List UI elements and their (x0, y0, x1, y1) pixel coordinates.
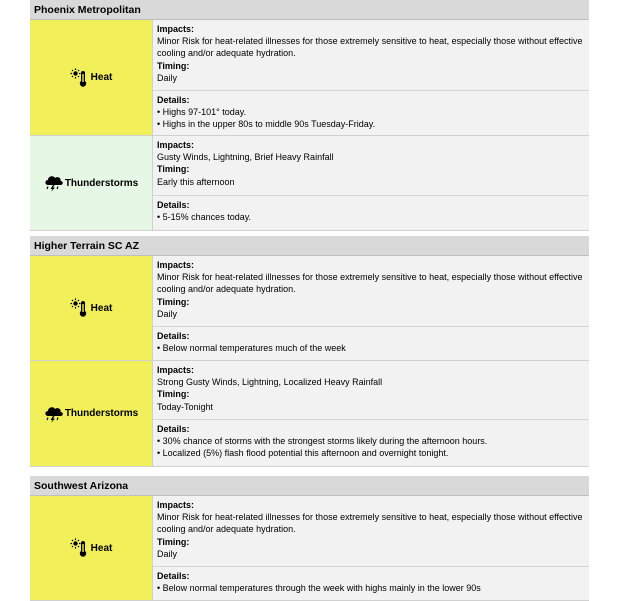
heat-thermometer-icon (70, 298, 90, 318)
hazard-label: Heat (90, 542, 113, 554)
section-title: Higher Terrain SC AZ (30, 236, 589, 256)
impacts-label: Impacts: (157, 365, 195, 375)
impacts-timing-block (153, 20, 589, 90)
impacts-label: Impacts: (157, 140, 195, 150)
hazard-row-heat (30, 496, 589, 601)
hazard-cell (30, 136, 153, 230)
timing-text: Today-Tonight (157, 401, 214, 412)
details-item: • 30% chance of storms with the strongest storms likely during the afternoon hours. (157, 436, 488, 447)
impacts-label: Impacts: (157, 500, 195, 510)
timing-text: Early this afternoon (157, 176, 235, 187)
details-item: • Highs 97-101° today. (157, 107, 247, 118)
section-title: Phoenix Metropolitan (30, 0, 589, 20)
hazard-label: Heat (90, 302, 113, 314)
hazard-label: Thunderstorms (64, 408, 139, 419)
timing-label: Timing: (157, 164, 190, 175)
heat-thermometer-icon (70, 68, 90, 88)
hazard-cell (30, 20, 153, 135)
section-title: Southwest Arizona (30, 476, 589, 496)
hazard-info (153, 496, 589, 600)
impacts-label: Impacts: (157, 260, 195, 270)
impacts-timing-block (153, 496, 589, 566)
details-label: Details: (157, 331, 190, 341)
details-item: • Below normal temperatures much of the week (157, 343, 346, 354)
impacts-text: Minor Risk for heat-related illnesses for those extremely sensitive to heat, especially those without effective cooling and/or adequate hydration. (157, 36, 583, 59)
details-block (153, 566, 589, 600)
impacts-text: Strong Gusty Winds, Lightning, Localized Heavy Rainfall (157, 377, 383, 388)
details-block (153, 195, 589, 230)
section-phoenix-metropolitan (30, 0, 589, 231)
hazard-info (153, 361, 589, 466)
hazard-info (153, 136, 589, 230)
timing-text: Daily (157, 72, 178, 83)
impacts-timing-block (153, 256, 589, 326)
impacts-text: Minor Risk for heat-related illnesses for those extremely sensitive to heat, especially those without effective cooling and/or adequate hydration. (157, 512, 583, 535)
impacts-label: Impacts: (157, 24, 195, 34)
timing-text: Daily (157, 548, 178, 559)
details-item: • 5-15% chances today. (157, 212, 252, 223)
hazard-info (153, 20, 589, 135)
details-block (153, 326, 589, 360)
details-label: Details: (157, 200, 190, 210)
thunderstorm-cloud-icon (44, 174, 64, 192)
hazard-row-thunderstorms (30, 361, 589, 467)
heat-thermometer-icon (70, 538, 90, 558)
thunderstorm-cloud-icon (44, 405, 64, 423)
timing-label: Timing: (157, 536, 190, 547)
impacts-timing-block (153, 136, 589, 195)
timing-label: Timing: (157, 389, 190, 400)
impacts-timing-block (153, 361, 589, 419)
details-label: Details: (157, 95, 190, 105)
section-higher-terrain-sc-az (30, 236, 589, 467)
timing-label: Timing: (157, 296, 190, 307)
hazard-cell (30, 361, 153, 466)
details-label: Details: (157, 424, 190, 434)
details-label: Details: (157, 571, 190, 581)
details-item: • Localized (5%) flash flood potential this afternoon and overnight tonight. (157, 448, 449, 459)
details-item: • Below normal temperatures through the week with highs mainly in the lower 90s (157, 583, 481, 594)
hazard-label: Thunderstorms (64, 177, 139, 189)
hazard-row-heat (30, 256, 589, 361)
hazard-row-thunderstorms (30, 136, 589, 231)
timing-label: Timing: (157, 60, 190, 71)
timing-text: Daily (157, 308, 178, 319)
details-block (153, 419, 589, 466)
hazard-cell (30, 256, 153, 360)
hazard-row-heat (30, 20, 589, 136)
hazard-cell (30, 496, 153, 600)
section-southwest-arizona (30, 476, 589, 601)
details-block (153, 90, 589, 135)
impacts-text: Minor Risk for heat-related illnesses for those extremely sensitive to heat, especially those without effective cooling and/or adequate hydration. (157, 272, 583, 295)
impacts-text: Gusty Winds, Lightning, Brief Heavy Rainfall (157, 152, 334, 163)
details-item: • Highs in the upper 80s to middle 90s Tuesday-Friday. (157, 119, 376, 130)
hazard-label: Heat (90, 72, 113, 83)
hazard-info (153, 256, 589, 360)
